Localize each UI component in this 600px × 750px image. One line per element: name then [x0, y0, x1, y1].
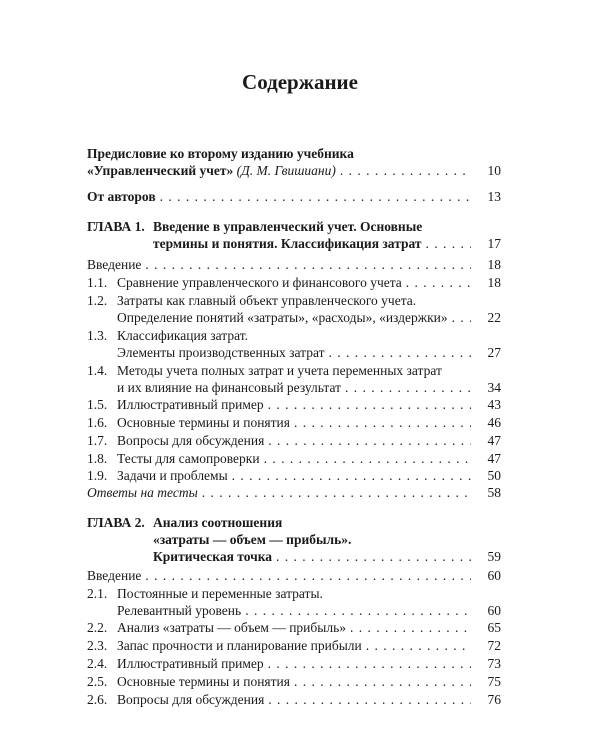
toc-item[interactable]	[87, 585, 501, 619]
item-number: 1.3.	[87, 328, 108, 343]
page-number: 47	[487, 451, 501, 466]
item-title: Вопросы для обсуждения	[117, 433, 265, 448]
toc-item[interactable]	[87, 673, 501, 690]
item-title: Элементы производственных затрат	[117, 345, 325, 360]
item-title: Тесты для самопроверки	[117, 451, 260, 466]
toc-entry-preface[interactable]	[87, 145, 501, 179]
dot-leader	[264, 450, 471, 467]
item-title: и их влияние на финансовый результат	[117, 380, 342, 395]
toc-item[interactable]	[87, 432, 501, 449]
toc-chapter-1[interactable]	[87, 218, 501, 252]
item-number: 2.5.	[87, 674, 108, 689]
dot-leader	[202, 484, 471, 501]
page-number: 65	[487, 620, 501, 635]
item-number: 1.7.	[87, 433, 108, 448]
item-number: 2.3.	[87, 638, 108, 653]
item-number: 2.2.	[87, 620, 108, 635]
dot-leader	[294, 414, 471, 431]
dot-leader	[232, 467, 471, 484]
dot-leader	[426, 235, 471, 252]
item-title: Методы учета полных затрат и учета переменных затрат	[117, 363, 442, 378]
dot-leader	[268, 655, 471, 672]
page-number: 60	[487, 603, 501, 618]
chapter-title-line: «затраты — объем — прибыль».	[153, 532, 352, 547]
toc-item[interactable]	[87, 274, 501, 291]
dot-leader	[345, 379, 471, 396]
page-number: 13	[487, 189, 501, 204]
page-number: 22	[487, 310, 501, 325]
item-title: Основные термины и понятия	[117, 415, 290, 430]
chapter-number: ГЛАВА 1.	[87, 219, 145, 234]
item-title: Ответы на тесты	[87, 485, 198, 500]
toc-item[interactable]	[87, 396, 501, 413]
dot-leader	[329, 344, 471, 361]
item-title: Задачи и проблемы	[117, 468, 228, 483]
toc-item[interactable]	[87, 637, 501, 654]
toc-item[interactable]	[87, 619, 501, 636]
dot-leader	[276, 548, 471, 565]
dot-leader	[366, 637, 471, 654]
page-number: 18	[487, 275, 501, 290]
item-number: 1.4.	[87, 363, 108, 378]
page-number: 72	[487, 638, 501, 653]
toc-item[interactable]	[87, 450, 501, 467]
page-number: 43	[487, 397, 501, 412]
toc-item[interactable]	[87, 414, 501, 431]
page-number: 27	[487, 345, 501, 360]
chapter-title-line: Анализ соотношения	[153, 515, 283, 530]
item-title: Вопросы для обсуждения	[117, 692, 265, 707]
page-number: 59	[487, 549, 501, 564]
item-number: 1.9.	[87, 468, 108, 483]
page-number: 50	[487, 468, 501, 483]
chapter-title-line: Критическая точка	[153, 549, 273, 564]
toc-item[interactable]	[87, 567, 501, 584]
toc-item[interactable]	[87, 292, 501, 326]
page-title: Содержание	[242, 70, 358, 94]
dot-leader	[452, 309, 471, 326]
item-title: Постоянные и переменные затраты.	[117, 586, 323, 601]
chapter-title-line: Введение в управленческий учет. Основные	[153, 219, 423, 234]
item-number: 2.6.	[87, 692, 108, 707]
item-title: Определение понятий «затраты», «расходы», «издержки»	[117, 310, 448, 325]
page-number: 58	[487, 485, 501, 500]
toc-item[interactable]	[87, 327, 501, 361]
item-number: 1.8.	[87, 451, 108, 466]
toc-item[interactable]	[87, 467, 501, 484]
item-number: 2.1.	[87, 586, 108, 601]
item-title: Введение	[87, 257, 142, 272]
item-title: Иллюстративный пример	[117, 397, 264, 412]
item-title: Иллюстративный пример	[117, 656, 264, 671]
toc-item[interactable]	[87, 691, 501, 708]
chapter-title-line: термины и понятия. Классификация затрат	[153, 236, 422, 251]
item-number: 1.6.	[87, 415, 108, 430]
toc-item[interactable]	[87, 256, 501, 273]
dot-leader	[160, 188, 471, 205]
dot-leader	[406, 274, 471, 291]
dot-leader	[294, 673, 471, 690]
item-title: Затраты как главный объект управленческого учета.	[117, 293, 417, 308]
page-number: 34	[487, 380, 501, 395]
dot-leader	[145, 567, 471, 584]
toc-chapter-2[interactable]	[87, 514, 501, 565]
page-number: 46	[487, 415, 501, 430]
item-title: Введение	[87, 568, 142, 583]
authors-label: От авторов	[87, 189, 156, 204]
item-title: Запас прочности и планирование прибыли	[117, 638, 362, 653]
dot-leader	[268, 691, 471, 708]
chapter-number: ГЛАВА 2.	[87, 515, 145, 530]
dot-leader	[350, 619, 471, 636]
page-number: 75	[487, 674, 501, 689]
toc-item[interactable]	[87, 655, 501, 672]
item-title: Сравнение управленческого и финансового учета	[117, 275, 402, 290]
page-number: 17	[487, 236, 501, 251]
item-title: Классификация затрат.	[117, 328, 248, 343]
item-title: Основные термины и понятия	[117, 674, 290, 689]
dot-leader	[268, 396, 471, 413]
item-title: Релевантный уровень	[117, 603, 242, 618]
page-number: 60	[487, 568, 501, 583]
toc-entry-authors[interactable]	[87, 188, 501, 205]
preface-editor: (Д. М. Гвишиани)	[236, 163, 336, 178]
page-number: 73	[487, 656, 501, 671]
toc-item[interactable]	[87, 362, 501, 396]
dot-leader	[245, 602, 471, 619]
item-number: 1.2.	[87, 293, 108, 308]
dot-leader	[145, 256, 471, 273]
item-number: 1.5.	[87, 397, 108, 412]
page-number: 18	[487, 257, 501, 272]
preface-book-title: «Управленческий учет»	[87, 163, 234, 178]
toc-item-answers[interactable]	[87, 484, 501, 501]
dot-leader	[268, 432, 471, 449]
item-number: 1.1.	[87, 275, 108, 290]
preface-line1: Предисловие ко второму изданию учебника	[87, 146, 354, 161]
item-title: Анализ «затраты — объем — прибыль»	[117, 620, 346, 635]
dot-leader	[340, 162, 471, 179]
page-number: 47	[487, 433, 501, 448]
page-number: 10	[487, 163, 501, 178]
page-number: 76	[487, 692, 501, 707]
item-number: 2.4.	[87, 656, 108, 671]
